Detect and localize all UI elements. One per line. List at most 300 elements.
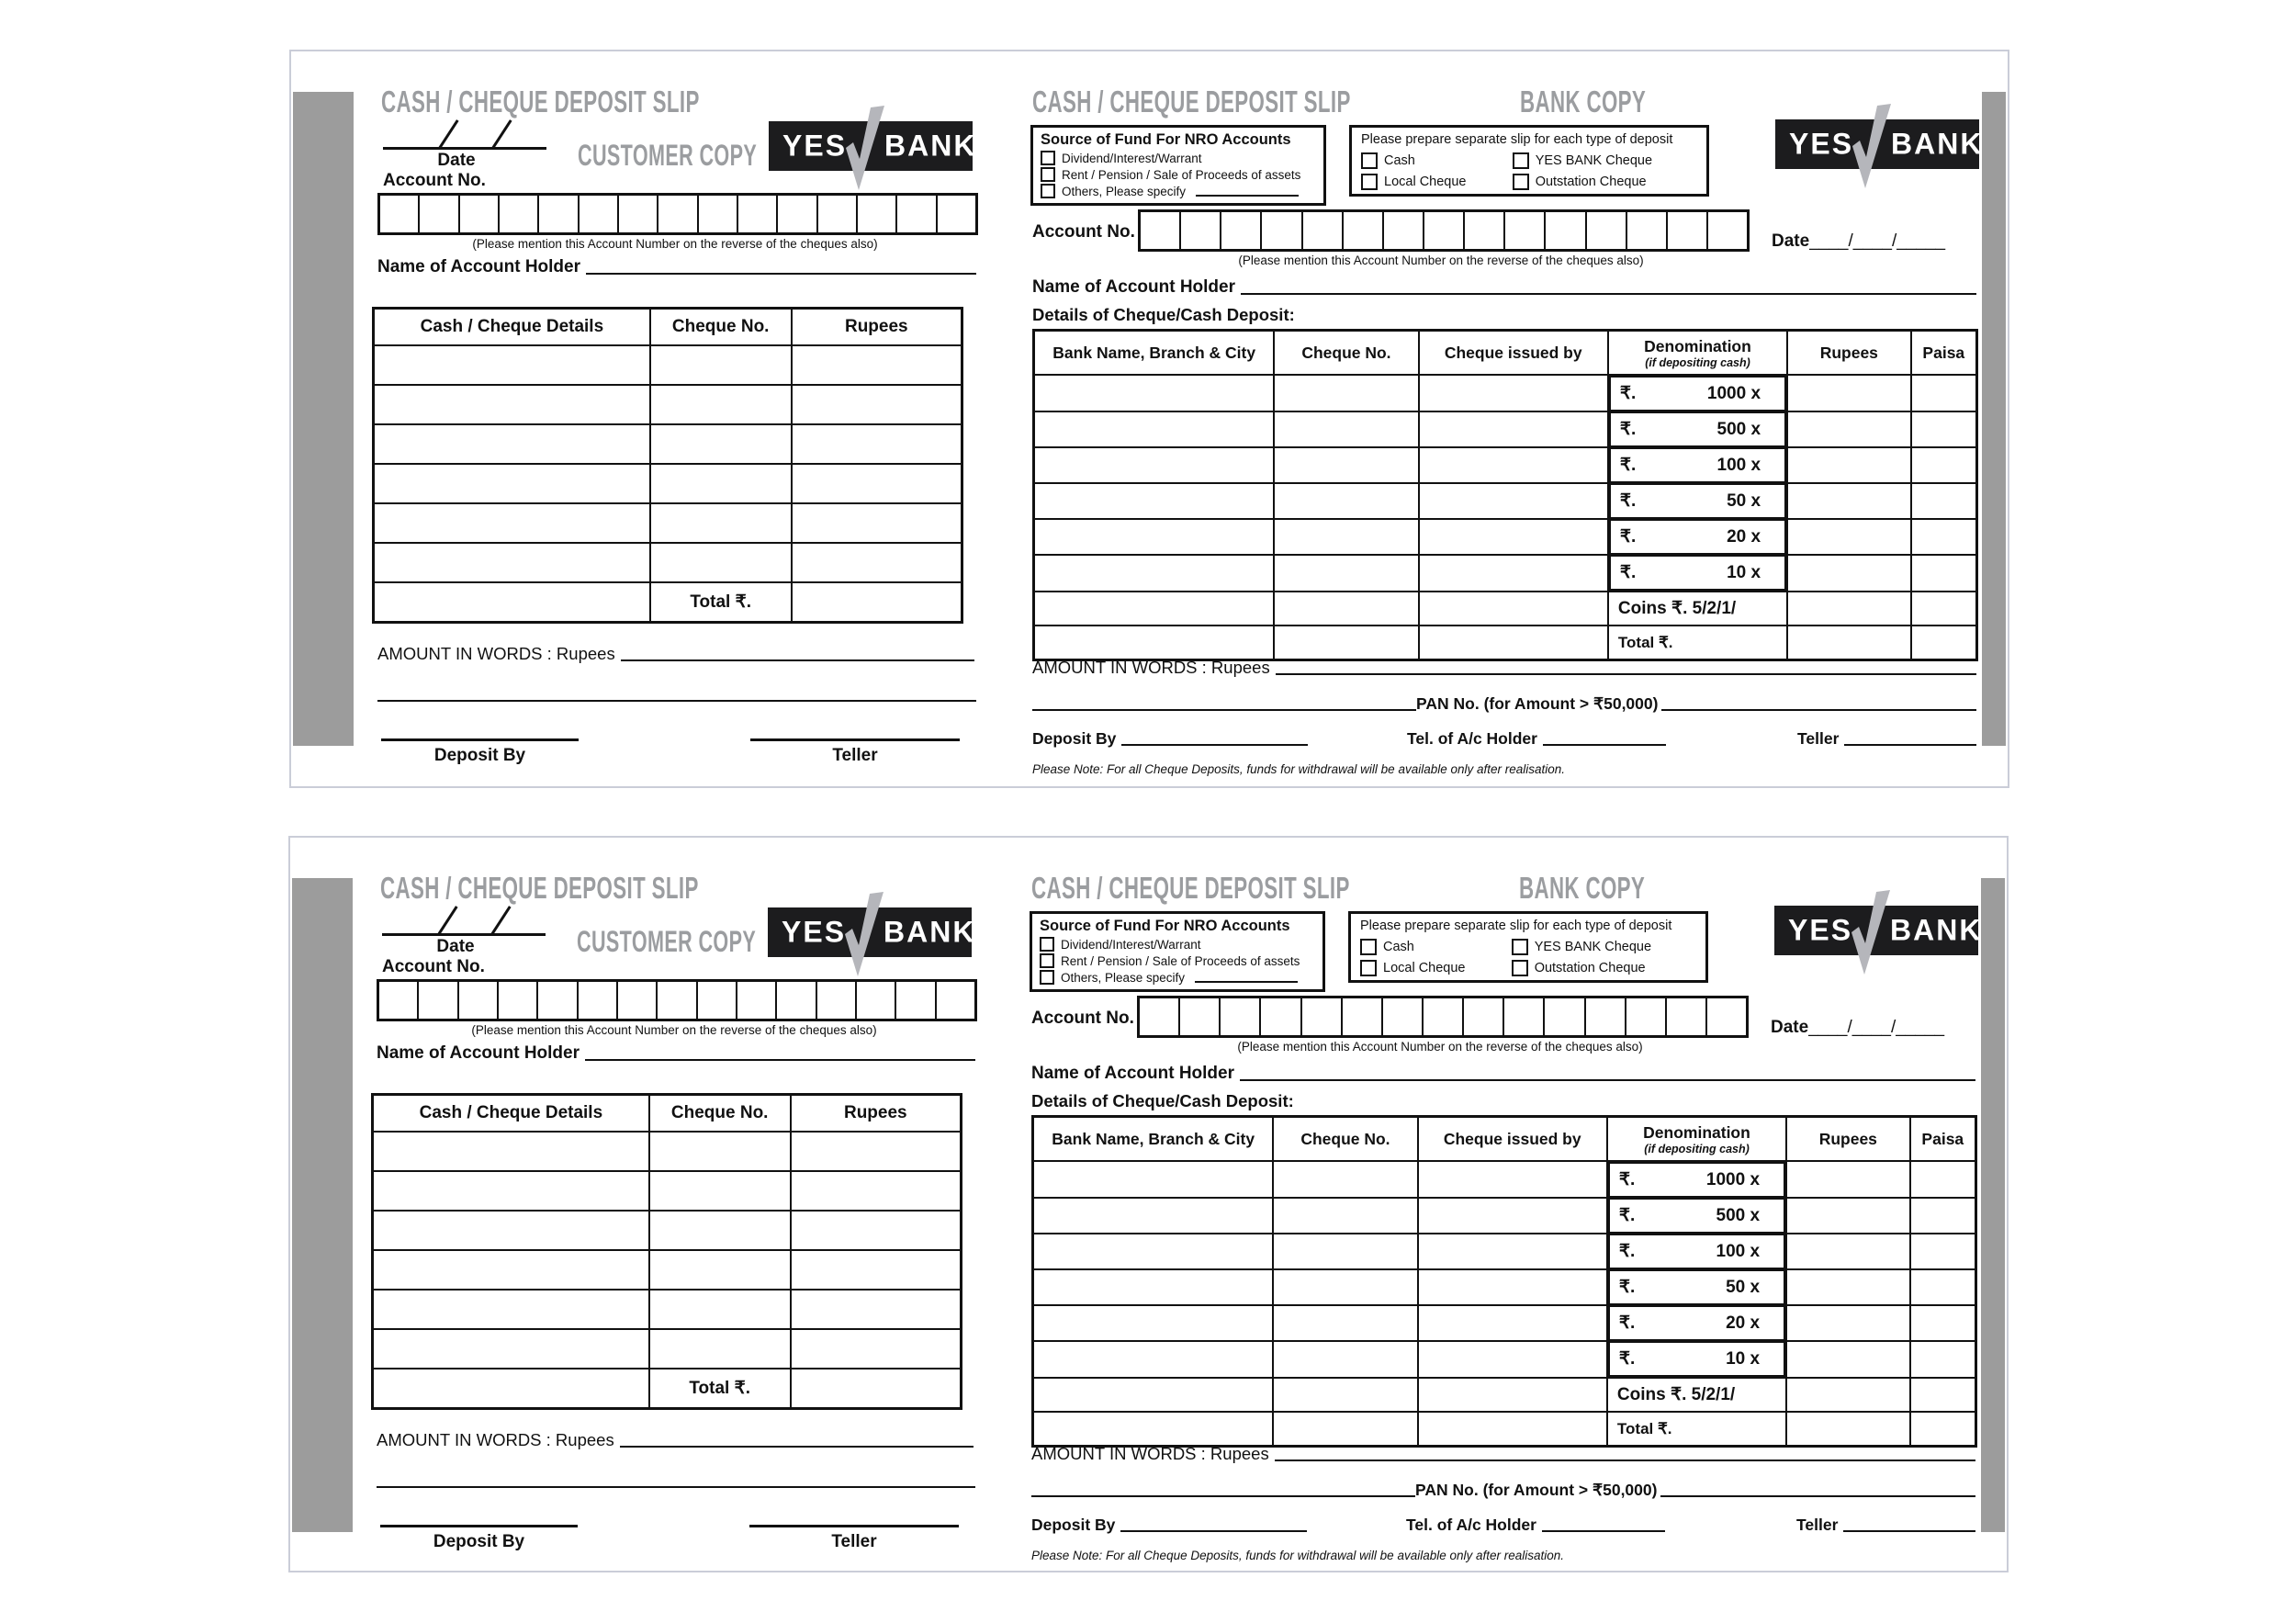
teller-signature: [750, 738, 960, 766]
deposit-row: [1033, 1234, 1976, 1269]
account-digit-box: [579, 982, 618, 1019]
empty-cell: [1787, 483, 1911, 519]
signature-line: [749, 1525, 959, 1527]
account-digit-box: [858, 196, 897, 232]
empty-cell: [792, 543, 962, 582]
empty-cell: [1910, 1161, 1976, 1198]
empty-cell: [373, 1211, 649, 1250]
nro-option: [1040, 970, 1315, 985]
empty-cell: [1273, 1269, 1417, 1305]
deposit-row: [1033, 1305, 1976, 1341]
rupee-symbol: ₹.: [1619, 456, 1637, 475]
checkbox: [1513, 152, 1529, 169]
rupee-symbol: ₹.: [1619, 384, 1637, 403]
empty-cell: [1786, 1269, 1910, 1305]
account-digit-box: [1262, 212, 1302, 249]
customer-copy-label: CUSTOMER COPY: [578, 140, 758, 173]
empty-cell: [1274, 592, 1418, 626]
empty-cell: [1274, 626, 1418, 660]
denomination-value: 500 x: [1716, 419, 1761, 439]
account-digit-box: [1627, 212, 1668, 249]
empty-cell: [649, 1329, 791, 1369]
nro-option: [1040, 937, 1315, 952]
yes-bank-logo: [768, 907, 976, 957]
logo-bank-text: BANK: [884, 129, 977, 163]
denomination-value: 100 x: [1716, 1241, 1761, 1261]
account-digit-box: [897, 196, 937, 232]
empty-cell: [650, 503, 792, 543]
deposit-by-label: Deposit By: [1031, 1516, 1116, 1534]
rupee-symbol: ₹.: [1619, 420, 1637, 439]
deposit-type-label: Cash: [1383, 940, 1414, 954]
date-label: Date: [436, 937, 475, 956]
nro-option-label: Rent / Pension / Sale of Proceeds of assets: [1062, 167, 1301, 182]
teller-label: Teller: [1797, 729, 1840, 748]
empty-cell: [1911, 555, 1977, 592]
deposit-row: [1033, 1161, 1976, 1198]
logo-tick-icon: [841, 892, 885, 976]
amount-in-words-label: AMOUNT IN WORDS : Rupees: [377, 1430, 614, 1449]
account-note: (Please mention this Account Number on the reverse of the cheques also): [1237, 1040, 1643, 1054]
signature-line: [750, 738, 960, 741]
total-amount-cell: [791, 1369, 962, 1409]
account-digit-box: [1668, 212, 1708, 249]
table-header-row: [374, 309, 962, 346]
account-digit-box: [1504, 998, 1545, 1035]
deposit-type-label: Outstation Cheque: [1534, 961, 1646, 975]
denomination-cell: [1608, 1305, 1785, 1341]
denomination-value: 50 x: [1727, 490, 1761, 511]
denomination-title: Denomination: [1644, 336, 1751, 355]
account-digit-box: [1303, 212, 1344, 249]
rupee-symbol: ₹.: [1618, 1313, 1636, 1333]
total-row: [374, 582, 962, 623]
account-no-label: Account No.: [383, 171, 486, 190]
empty-cell: [1274, 447, 1418, 483]
empty-cell: [373, 1329, 649, 1369]
denomination-cell: [1609, 519, 1786, 555]
empty-cell: [1787, 626, 1911, 660]
account-digit-box: [698, 982, 737, 1019]
write-line: [586, 273, 976, 275]
signature-line: [380, 1525, 578, 1527]
rupee-symbol: ₹.: [1618, 1278, 1636, 1297]
empty-cell: [792, 464, 962, 503]
empty-cell: [1911, 375, 1977, 411]
deposit-by-label: Deposit By: [433, 746, 526, 765]
empty-cell: [1033, 1341, 1274, 1378]
col-header-rupees: Rupees: [1787, 331, 1911, 376]
account-note: (Please mention this Account Number on the reverse of the cheques also): [472, 237, 878, 251]
col-header-denomination: [1608, 331, 1787, 376]
deposit-type-option: [1361, 174, 1513, 190]
empty-cell: [1418, 1198, 1607, 1234]
empty-cell: [1786, 1234, 1910, 1269]
date-slash-icon: [491, 119, 512, 149]
col-header-details: Cash / Cheque Details: [373, 1095, 649, 1133]
denomination-title: Denomination: [1643, 1122, 1750, 1142]
empty-cell: [1911, 483, 1977, 519]
deposit-by-label: Deposit By: [1032, 729, 1117, 748]
empty-cell: [1273, 1341, 1417, 1378]
realisation-note: Please Note: For all Cheque Deposits, funds for withdrawal will be available only after realisation.: [1031, 1549, 1565, 1562]
deposit-type-label: Local Cheque: [1384, 175, 1467, 189]
name-label: Name of Account Holder: [1031, 1064, 1234, 1083]
account-digit-box: [1383, 998, 1424, 1035]
empty-cell: [1419, 375, 1608, 411]
rupee-symbol: ₹.: [1619, 563, 1637, 582]
denomination-value: 1000 x: [1705, 1169, 1761, 1189]
table-header-row: [1033, 1117, 1976, 1162]
empty-cell: [1786, 1198, 1910, 1234]
write-line: [1542, 1530, 1665, 1532]
empty-cell: [649, 1171, 791, 1211]
rupee-symbol: ₹.: [1619, 491, 1637, 511]
empty-cell: [1273, 1412, 1417, 1447]
denomination-value: 50 x: [1726, 1277, 1761, 1297]
checkbox: [1041, 184, 1055, 198]
col-header-cheque-no: Cheque No.: [649, 1095, 791, 1133]
empty-cell: [1034, 626, 1275, 660]
date-slash-icon: [490, 906, 511, 935]
empty-cell: [1419, 626, 1608, 660]
empty-cell: [1911, 626, 1977, 660]
amount-in-words-field: [1032, 658, 1976, 678]
cash-cheque-details-table: [371, 1093, 962, 1410]
account-digit-box: [618, 982, 658, 1019]
total-row: [373, 1369, 962, 1409]
col-header-cheque-no: Cheque No.: [1274, 331, 1418, 376]
total-amount-cell: [792, 582, 962, 623]
amount-in-words-field: [377, 1430, 974, 1450]
empty-cell: [649, 1250, 791, 1290]
deposit-row: [373, 1329, 962, 1369]
teller-label: Teller: [1796, 1516, 1839, 1534]
account-digit-box: [460, 196, 500, 232]
denomination-value: 20 x: [1727, 526, 1761, 547]
account-digit-box: [896, 982, 936, 1019]
empty-cell: [1274, 375, 1418, 411]
account-digit-box: [1384, 212, 1424, 249]
empty-cell: [1034, 555, 1275, 592]
empty-cell: [1034, 447, 1275, 483]
nro-option-label: Dividend/Interest/Warrant: [1061, 937, 1201, 952]
logo-bank-text: BANK: [1891, 127, 1984, 161]
nro-option-label: Others, Please specify: [1061, 970, 1186, 985]
account-digit-box: [1667, 998, 1707, 1035]
date-write-segments: ____/____/_____: [1808, 1018, 1945, 1037]
col-header-bank-name: Bank Name, Branch & City: [1034, 331, 1275, 376]
deposit-row: [1033, 1269, 1976, 1305]
account-digit-box: [1424, 998, 1464, 1035]
account-digit-box: [1546, 212, 1586, 249]
empty-cell: [650, 424, 792, 464]
customer-slip-title: CASH / CHEQUE DEPOSIT SLIP: [380, 871, 699, 906]
col-header-rupees: Rupees: [791, 1095, 962, 1133]
deposit-type-option: [1513, 174, 1697, 190]
account-digit-box: [1587, 212, 1627, 249]
empty-cell: [1787, 375, 1911, 411]
account-no-label: Account No.: [1032, 222, 1135, 242]
write-line: [1032, 709, 1416, 711]
amount-in-words-field: [377, 644, 974, 664]
denomination-value: 20 x: [1726, 1313, 1761, 1333]
write-line: [1276, 673, 1976, 675]
date-write-segments: ____/____/_____: [1809, 231, 1946, 251]
deposit-type-label: YES BANK Cheque: [1535, 153, 1653, 168]
deposit-type-title: Please prepare separate slip for each type of deposit: [1360, 919, 1672, 933]
deposit-type-option: [1512, 960, 1696, 976]
deposit-row: [374, 464, 962, 503]
checkbox: [1040, 953, 1054, 968]
empty-cell: [1418, 1234, 1607, 1269]
account-digit-box: [420, 196, 459, 232]
coins-label: Coins ₹. 5/2/1/: [1608, 592, 1787, 626]
checkbox: [1360, 939, 1377, 955]
deposit-type-label: Outstation Cheque: [1535, 175, 1647, 189]
teller-field: [1796, 1516, 1975, 1535]
deposit-type-options: [1361, 152, 1697, 190]
empty-cell: [1911, 411, 1977, 447]
write-line: [1120, 1530, 1307, 1532]
account-note: (Please mention this Account Number on the reverse of the cheques also): [1238, 254, 1644, 267]
date-label: Date: [437, 151, 476, 170]
denomination-subtitle: (if depositing cash): [1644, 1142, 1750, 1155]
empty-cell: [1419, 592, 1608, 626]
denomination-cell: [1608, 1234, 1785, 1269]
checkbox: [1360, 960, 1377, 976]
account-digit-box: [1343, 998, 1383, 1035]
deposit-row: [1034, 483, 1977, 519]
empty-cell: [1273, 1161, 1417, 1198]
pan-no-field: [1032, 694, 1976, 714]
total-label: Total ₹.: [1607, 1412, 1786, 1447]
account-digit-box: [1424, 212, 1465, 249]
account-digit-box: [538, 982, 578, 1019]
deposit-row: [1034, 519, 1977, 555]
empty-cell: [1419, 555, 1608, 592]
deposit-row: [374, 543, 962, 582]
deposit-row: [1033, 1378, 1976, 1412]
account-digit-box: [699, 196, 738, 232]
empty-cell: [1273, 1378, 1417, 1412]
empty-cell: [374, 464, 650, 503]
account-digit-box: [777, 982, 816, 1019]
date-slash-icon: [437, 906, 457, 935]
nro-option-label: Dividend/Interest/Warrant: [1062, 151, 1202, 165]
deposit-type-label: Cash: [1384, 153, 1415, 168]
empty-cell: [1033, 1412, 1274, 1447]
empty-cell: [1033, 1234, 1274, 1269]
empty-cell: [792, 345, 962, 385]
col-header-cheque-issued-by: Cheque issued by: [1419, 331, 1608, 376]
write-line: [1196, 186, 1299, 197]
rupee-symbol: ₹.: [1619, 527, 1637, 547]
write-line: [1031, 1495, 1415, 1497]
empty-cell: [1418, 1378, 1607, 1412]
empty-cell: [649, 1290, 791, 1329]
empty-cell: [1034, 592, 1275, 626]
account-digit-box: [539, 196, 579, 232]
empty-cell: [1786, 1412, 1910, 1447]
empty-cell: [1787, 411, 1911, 447]
account-digit-box: [938, 196, 975, 232]
yes-bank-logo: [1774, 906, 1983, 955]
teller-signature: [749, 1525, 959, 1552]
deposit-type-options: [1360, 939, 1696, 976]
deposit-row: [373, 1290, 962, 1329]
empty-cell: [1787, 555, 1911, 592]
empty-cell: [374, 503, 650, 543]
empty-cell: [1419, 411, 1608, 447]
account-digit-box: [1181, 212, 1221, 249]
empty-cell: [1033, 1161, 1274, 1198]
binding-strip-left: [293, 92, 354, 746]
empty-cell: [1786, 1378, 1910, 1412]
empty-cell: [1274, 483, 1418, 519]
name-of-account-holder-field: [1031, 1064, 1975, 1084]
coins-label: Coins ₹. 5/2/1/: [1607, 1378, 1786, 1412]
empty-cell: [650, 345, 792, 385]
account-digit-box: [737, 982, 777, 1019]
empty-cell: [792, 503, 962, 543]
account-digit-box: [738, 196, 778, 232]
deposit-by-signature: [380, 1525, 578, 1552]
denomination-cell: [1609, 483, 1786, 519]
logo-tick-icon: [842, 106, 886, 190]
empty-cell: [374, 582, 650, 623]
col-header-cheque-no: Cheque No.: [650, 309, 792, 346]
empty-cell: [791, 1171, 962, 1211]
write-line: [585, 1059, 975, 1061]
account-digit-box: [380, 196, 420, 232]
empty-cell: [1418, 1341, 1607, 1378]
empty-cell: [1273, 1234, 1417, 1269]
empty-cell: [1786, 1161, 1910, 1198]
deposit-type-label: YES BANK Cheque: [1534, 940, 1652, 954]
empty-cell: [1033, 1198, 1274, 1234]
bank-slip-title: CASH / CHEQUE DEPOSIT SLIP: [1032, 85, 1351, 119]
account-digit-box: [499, 982, 538, 1019]
empty-cell: [792, 424, 962, 464]
empty-cell: [1910, 1378, 1976, 1412]
account-digit-box: [1221, 212, 1262, 249]
name-of-account-holder-field: [377, 257, 976, 277]
realisation-note: Please Note: For all Cheque Deposits, funds for withdrawal will be available only after realisation.: [1032, 762, 1566, 776]
empty-cell: [1911, 519, 1977, 555]
rupee-symbol: ₹.: [1618, 1206, 1636, 1225]
empty-cell: [1910, 1412, 1976, 1447]
nro-option: [1041, 184, 1316, 198]
write-line: [1121, 744, 1308, 746]
deposit-row: [1033, 1341, 1976, 1378]
empty-cell: [1034, 411, 1275, 447]
deposit-row: [374, 385, 962, 424]
denomination-cell: [1609, 447, 1786, 483]
account-digit-box: [1626, 998, 1667, 1035]
empty-cell: [1273, 1305, 1417, 1341]
write-line: [1195, 972, 1298, 983]
col-header-denomination: [1607, 1117, 1786, 1162]
deposit-type-option: [1360, 939, 1512, 955]
empty-cell: [1033, 1378, 1274, 1412]
deposit-row: [1033, 1198, 1976, 1234]
account-digit-box: [937, 982, 974, 1019]
account-no-label: Account No.: [1031, 1009, 1134, 1028]
denomination-value: 100 x: [1716, 455, 1761, 475]
empty-cell: [791, 1290, 962, 1329]
account-digit-box: [1140, 998, 1180, 1035]
customer-copy-label: CUSTOMER COPY: [577, 926, 757, 959]
table-header-row: [373, 1095, 962, 1133]
empty-cell: [374, 345, 650, 385]
empty-cell: [1419, 483, 1608, 519]
name-of-account-holder-field: [377, 1043, 975, 1064]
logo-yes-text: YES: [782, 129, 848, 163]
deposit-row: [1034, 626, 1977, 660]
deposit-type-label: Local Cheque: [1383, 961, 1466, 975]
denomination-cell: [1608, 1198, 1785, 1234]
deposit-row: [374, 503, 962, 543]
empty-cell: [650, 464, 792, 503]
empty-cell: [791, 1132, 962, 1171]
empty-cell: [374, 385, 650, 424]
teller-label: Teller: [831, 1532, 877, 1551]
write-line: [620, 1446, 974, 1448]
account-digit-box: [817, 982, 857, 1019]
cash-cheque-details-table: [372, 307, 963, 624]
empty-cell: [1787, 519, 1911, 555]
empty-cell: [374, 543, 650, 582]
logo-bank-text: BANK: [884, 915, 976, 949]
denomination-cell: [1608, 1269, 1785, 1305]
deposit-row: [373, 1132, 962, 1171]
write-line: [1661, 709, 1976, 711]
deposit-type-option: [1360, 960, 1512, 976]
empty-cell: [1273, 1198, 1417, 1234]
account-number-boxes: [1138, 209, 1750, 252]
empty-cell: [1034, 519, 1275, 555]
table-header-row: [1034, 331, 1977, 376]
name-label: Name of Account Holder: [377, 257, 580, 276]
empty-cell: [1911, 592, 1977, 626]
tel-of-ac-holder-field: [1407, 729, 1666, 749]
write-line: [1843, 1530, 1975, 1532]
account-digit-box: [1344, 212, 1384, 249]
tel-label: Tel. of A/c Holder: [1406, 1516, 1536, 1534]
checkbox: [1361, 152, 1378, 169]
deposit-type-box: [1349, 125, 1709, 197]
empty-cell: [1418, 1412, 1607, 1447]
amount-in-words-label: AMOUNT IN WORDS : Rupees: [377, 644, 615, 663]
deposit-by-field: [1032, 729, 1308, 749]
binding-strip-left: [292, 878, 353, 1532]
deposit-slip-top: [289, 50, 2009, 788]
empty-cell: [373, 1132, 649, 1171]
deposit-by-field: [1031, 1516, 1307, 1535]
nro-source-of-fund-box: [1030, 125, 1326, 206]
date-slash-icon: [438, 119, 458, 149]
bank-slip-title: CASH / CHEQUE DEPOSIT SLIP: [1031, 871, 1350, 906]
date-label: Date: [1772, 231, 1810, 251]
date-label: Date: [1771, 1018, 1809, 1037]
total-label: Total ₹.: [1608, 626, 1787, 660]
account-digit-box: [658, 982, 697, 1019]
signature-row: [1032, 729, 1976, 749]
empty-cell: [373, 1369, 649, 1409]
rupee-symbol: ₹.: [1618, 1242, 1636, 1261]
nro-box-title: Source of Fund For NRO Accounts: [1041, 131, 1291, 148]
